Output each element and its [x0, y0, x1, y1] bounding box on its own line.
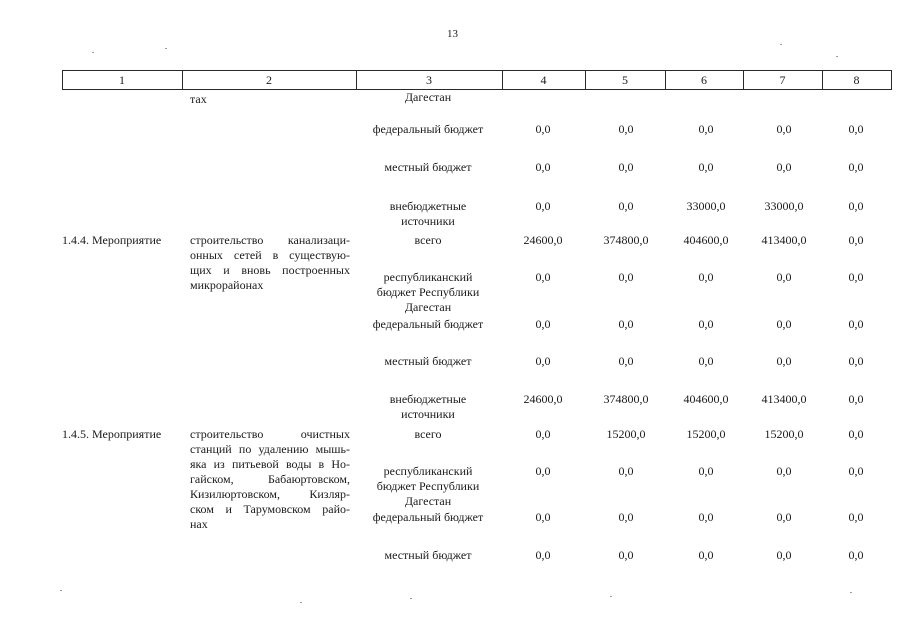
- description-line: Кизилюртовском, Кизляр-: [190, 487, 350, 501]
- value-col-7: 0,0: [776, 122, 792, 136]
- value-col-6: 33000,0: [686, 199, 726, 213]
- scan-speck: [410, 598, 412, 599]
- value-col-6: 404600,0: [683, 233, 729, 247]
- measure-label: 1.4.4. Мероприятие: [62, 233, 162, 247]
- description-line: микрорайонах: [190, 278, 264, 292]
- value-col-6: 0,0: [698, 270, 714, 284]
- value-col-7: 0,0: [776, 548, 792, 562]
- value-col-7: 413400,0: [761, 233, 807, 247]
- scan-speck: [780, 44, 782, 45]
- funding-source: [360, 122, 496, 137]
- value-col-5: 0,0: [618, 199, 634, 213]
- funding-source-line: федеральный бюджет: [372, 122, 484, 136]
- value-col-4: 0,0: [535, 548, 551, 562]
- value-col-8: 0,0: [848, 317, 864, 331]
- header-divider: [891, 70, 892, 90]
- funding-source-line: республиканский: [383, 270, 473, 284]
- value-col-6: 0,0: [698, 464, 714, 478]
- funding-source-line: внебюджетные: [389, 199, 467, 213]
- funding-source: [360, 270, 496, 315]
- value-col-4: 0,0: [535, 354, 551, 368]
- value-col-8: 0,0: [848, 354, 864, 368]
- value-col-4: 0,0: [535, 122, 551, 136]
- value-col-4: 24600,0: [523, 392, 563, 406]
- description-line: тах: [190, 92, 207, 106]
- description-line: щих и вновь построенных: [190, 263, 350, 277]
- value-col-5: 374800,0: [603, 392, 649, 406]
- value-col-6: 0,0: [698, 317, 714, 331]
- funding-source: [360, 354, 496, 369]
- value-col-7: 0,0: [776, 510, 792, 524]
- value-col-5: 374800,0: [603, 233, 649, 247]
- value-col-4: 0,0: [535, 270, 551, 284]
- value-col-6: 0,0: [698, 510, 714, 524]
- funding-source-line: Дагестан: [404, 300, 452, 314]
- value-col-6: 0,0: [698, 548, 714, 562]
- value-col-8: 0,0: [848, 233, 864, 247]
- measure-description: [190, 92, 350, 107]
- scan-speck: [60, 590, 62, 591]
- value-col-8: 0,0: [848, 270, 864, 284]
- funding-source-line: всего: [414, 233, 442, 247]
- funding-source-line: местный бюджет: [384, 548, 472, 562]
- funding-source-line: Дагестан: [404, 494, 452, 508]
- page-number: 13: [447, 28, 458, 40]
- value-col-5: 0,0: [618, 510, 634, 524]
- funding-source: [360, 427, 496, 442]
- column-header-3: 3: [426, 73, 432, 87]
- column-header-7: 7: [779, 73, 786, 87]
- funding-source: [360, 233, 496, 248]
- value-col-7: 15200,0: [764, 427, 804, 441]
- value-col-4: 24600,0: [523, 233, 563, 247]
- value-col-4: 0,0: [535, 427, 551, 441]
- value-col-5: 0,0: [618, 160, 634, 174]
- value-col-4: 0,0: [535, 510, 551, 524]
- value-col-8: 0,0: [848, 392, 864, 406]
- funding-source-line: внебюджетные: [389, 392, 467, 406]
- value-col-6: 0,0: [698, 160, 714, 174]
- description-line: строительство очистных: [190, 427, 350, 441]
- funding-source: [360, 548, 496, 563]
- funding-source: [360, 90, 496, 105]
- description-line: онных сетей в существую-: [190, 248, 350, 262]
- funding-source-line: федеральный бюджет: [372, 510, 484, 524]
- funding-source-line: федеральный бюджет: [372, 317, 484, 331]
- description-line: строительство канализаци-: [190, 233, 350, 247]
- funding-source-line: всего: [414, 427, 442, 441]
- value-col-5: 0,0: [618, 317, 634, 331]
- value-col-7: 0,0: [776, 270, 792, 284]
- value-col-6: 404600,0: [683, 392, 729, 406]
- funding-source: [360, 199, 496, 229]
- funding-source: [360, 160, 496, 175]
- description-line: станций по удалению мышь-: [190, 442, 350, 456]
- value-col-4: 0,0: [535, 199, 551, 213]
- value-col-4: 0,0: [535, 317, 551, 331]
- value-col-7: 0,0: [776, 354, 792, 368]
- funding-source-line: источники: [401, 214, 455, 228]
- value-col-8: 0,0: [848, 427, 864, 441]
- value-col-5: 0,0: [618, 122, 634, 136]
- funding-source-line: источники: [401, 407, 455, 421]
- measure-label: 1.4.5. Мероприятие: [62, 427, 162, 441]
- funding-source: [360, 464, 496, 509]
- value-col-6: 15200,0: [686, 427, 726, 441]
- column-header-2: 2: [266, 73, 272, 87]
- column-header-1: 1: [119, 73, 125, 87]
- description-line: ском и Тарумовском райо-: [190, 502, 350, 516]
- value-col-6: 0,0: [698, 122, 714, 136]
- funding-source-line: бюджет Республики: [376, 479, 480, 493]
- value-col-8: 0,0: [848, 199, 864, 213]
- funding-source-line: местный бюджет: [384, 160, 472, 174]
- value-col-8: 0,0: [848, 548, 864, 562]
- measure-description: [190, 233, 350, 293]
- measure-description: [190, 427, 350, 532]
- value-col-7: 33000,0: [764, 199, 804, 213]
- value-col-8: 0,0: [848, 122, 864, 136]
- column-header-4: 4: [540, 73, 547, 87]
- value-col-4: 0,0: [535, 160, 551, 174]
- value-col-5: 0,0: [618, 464, 634, 478]
- column-header-5: 5: [622, 73, 628, 87]
- funding-source: [360, 317, 496, 332]
- value-col-7: 413400,0: [761, 392, 807, 406]
- header-top-rule: [62, 70, 892, 71]
- value-col-5: 0,0: [618, 548, 634, 562]
- scan-speck: [92, 52, 94, 53]
- scan-speck: [165, 48, 167, 49]
- value-col-6: 0,0: [698, 354, 714, 368]
- funding-source-line: Дагестан: [404, 90, 452, 104]
- value-col-8: 0,0: [848, 160, 864, 174]
- column-header-8: 8: [853, 73, 860, 87]
- funding-source-line: республиканский: [383, 464, 473, 478]
- scan-speck: [610, 596, 612, 597]
- value-col-5: 15200,0: [606, 427, 646, 441]
- scan-speck: [836, 56, 838, 57]
- description-line: яка из питьевой воды в Но-: [190, 457, 350, 471]
- funding-source-line: бюджет Республики: [376, 285, 480, 299]
- description-line: гайском, Бабаюртовском,: [190, 472, 350, 486]
- scan-speck: [850, 592, 852, 593]
- value-col-7: 0,0: [776, 317, 792, 331]
- scan-speck: [300, 602, 302, 603]
- funding-source: [360, 392, 496, 422]
- value-col-5: 0,0: [618, 354, 634, 368]
- value-col-7: 0,0: [776, 464, 792, 478]
- value-col-8: 0,0: [848, 464, 864, 478]
- value-col-8: 0,0: [848, 510, 864, 524]
- value-col-4: 0,0: [535, 464, 551, 478]
- description-line: нах: [190, 517, 208, 531]
- value-col-7: 0,0: [776, 160, 792, 174]
- funding-source-line: местный бюджет: [384, 354, 472, 368]
- value-col-5: 0,0: [618, 270, 634, 284]
- column-header-6: 6: [701, 73, 707, 87]
- funding-source: [360, 510, 496, 525]
